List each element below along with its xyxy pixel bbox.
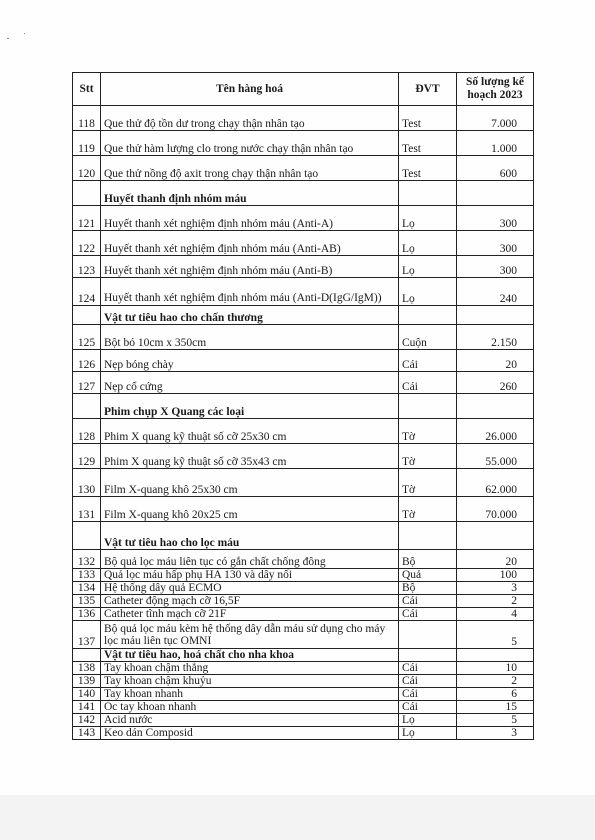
row-item-name: Keo dán Composid (101, 727, 399, 740)
row-item-name: Film X-quang khô 20x25 cm (101, 497, 399, 522)
row-item-name: Catheter động mạch cỡ 16,5F (101, 595, 399, 608)
row-item-name: Phim X quang kỹ thuật số cỡ 25x30 cm (101, 419, 399, 444)
row-unit: Cái (399, 701, 457, 714)
row-item-name: Bộ quả lọc máu liên tục có gắn chất chống đông (101, 550, 399, 569)
scan-bottom-margin (0, 795, 595, 840)
table-row (73, 106, 534, 131)
row-unit: Cái (399, 372, 457, 394)
row-stt: 122 (73, 231, 101, 256)
section-qty-cell (457, 522, 534, 550)
table-body (73, 106, 534, 740)
row-planned-quantity: 2 (457, 675, 534, 688)
row-unit: Cái (399, 688, 457, 701)
row-planned-quantity: 600 (457, 156, 534, 181)
section-unit-cell (399, 394, 457, 419)
row-item-name: Quả lọc máu hấp phụ HA 130 và dây nối (101, 569, 399, 582)
row-stt: 124 (73, 278, 101, 306)
table-row (73, 444, 534, 469)
table-row (73, 497, 534, 522)
section-header-row (73, 181, 534, 206)
row-planned-quantity: 7.000 (457, 106, 534, 131)
row-stt: 118 (73, 106, 101, 131)
table-row (73, 621, 534, 649)
row-stt: 138 (73, 662, 101, 675)
section-stt-cell (73, 394, 101, 419)
section-title: Vật tư tiêu hao cho lọc máu (101, 522, 399, 550)
row-planned-quantity: 260 (457, 372, 534, 394)
row-item-name: Huyết thanh xét nghiệm định nhóm máu (Anti-D(IgG/IgM)) (101, 278, 399, 306)
row-planned-quantity: 1.000 (457, 131, 534, 156)
row-stt: 131 (73, 497, 101, 522)
section-stt-cell (73, 181, 101, 206)
row-stt: 127 (73, 372, 101, 394)
table-row (73, 582, 534, 595)
row-unit: Bộ (399, 582, 457, 595)
row-item-name: Que thử hàm lượng clo trong nước chạy thận nhân tạo (101, 131, 399, 156)
row-stt: 135 (73, 595, 101, 608)
section-title: Phim chụp X Quang các loại (101, 394, 399, 419)
section-stt-cell (73, 649, 101, 662)
row-unit: Cái (399, 675, 457, 688)
row-unit: Tờ (399, 444, 457, 469)
row-stt: 140 (73, 688, 101, 701)
row-stt: 121 (73, 206, 101, 231)
table-row (73, 131, 534, 156)
row-stt: 141 (73, 701, 101, 714)
section-header-row (73, 522, 534, 550)
table-row (73, 256, 534, 278)
header-planned-quantity: Số lượng kế hoạch 2023 (457, 73, 534, 106)
row-stt: 120 (73, 156, 101, 181)
table-row (73, 206, 534, 231)
row-planned-quantity: 3 (457, 727, 534, 740)
table-row (73, 595, 534, 608)
section-title: Vật tư tiêu hao cho chấn thương (101, 306, 399, 325)
row-stt: 125 (73, 325, 101, 350)
row-planned-quantity: 100 (457, 569, 534, 582)
table-row (73, 662, 534, 675)
row-planned-quantity: 20 (457, 350, 534, 372)
row-planned-quantity: 15 (457, 701, 534, 714)
row-unit: Cái (399, 608, 457, 621)
row-item-name: Que thử độ tồn dư trong chạy thận nhân tạo (101, 106, 399, 131)
header-stt: Stt (73, 73, 101, 106)
section-title: Huyết thanh định nhóm máu (101, 181, 399, 206)
row-stt: 134 (73, 582, 101, 595)
table-row (73, 350, 534, 372)
row-stt: 136 (73, 608, 101, 621)
row-stt: 142 (73, 714, 101, 727)
row-stt: 129 (73, 444, 101, 469)
row-item-name: Acid nước (101, 714, 399, 727)
row-planned-quantity: 3 (457, 582, 534, 595)
row-planned-quantity: 2.150 (457, 325, 534, 350)
table-row (73, 727, 534, 740)
row-stt: 128 (73, 419, 101, 444)
supply-plan-table (72, 72, 534, 740)
row-item-name: Bộ quả lọc máu kèm hệ thống dây dẫn máu sử dụng cho máy lọc máu liên tục OMNI (101, 621, 399, 649)
row-item-name: Bột bó 10cm x 350cm (101, 325, 399, 350)
row-planned-quantity: 26.000 (457, 419, 534, 444)
row-unit (399, 621, 457, 649)
row-unit: Lọ (399, 206, 457, 231)
table-row (73, 231, 534, 256)
row-stt: 123 (73, 256, 101, 278)
section-qty-cell (457, 181, 534, 206)
row-stt: 119 (73, 131, 101, 156)
row-unit: Lọ (399, 714, 457, 727)
section-stt-cell (73, 522, 101, 550)
row-stt: 130 (73, 469, 101, 497)
row-stt: 132 (73, 550, 101, 569)
row-unit: Test (399, 106, 457, 131)
row-unit: Bộ (399, 550, 457, 569)
row-unit: Test (399, 131, 457, 156)
table-row (73, 325, 534, 350)
row-unit: Test (399, 156, 457, 181)
row-planned-quantity: 5 (457, 621, 534, 649)
row-stt: 126 (73, 350, 101, 372)
row-unit: Tờ (399, 469, 457, 497)
table-row (73, 608, 534, 621)
table-row (73, 714, 534, 727)
row-unit: Lọ (399, 727, 457, 740)
row-planned-quantity: 300 (457, 256, 534, 278)
row-planned-quantity: 20 (457, 550, 534, 569)
table-row (73, 550, 534, 569)
row-item-name: Nẹp cổ cứng (101, 372, 399, 394)
table-row (73, 701, 534, 714)
row-unit: Quả (399, 569, 457, 582)
row-item-name: Film X-quang khô 25x30 cm (101, 469, 399, 497)
row-unit: Cái (399, 350, 457, 372)
row-item-name: Óc tay khoan nhanh (101, 701, 399, 714)
row-item-name: Hệ thống dây quả ECMO (101, 582, 399, 595)
row-planned-quantity: 4 (457, 608, 534, 621)
row-planned-quantity: 70.000 (457, 497, 534, 522)
section-stt-cell (73, 306, 101, 325)
row-unit: Lọ (399, 231, 457, 256)
section-qty-cell (457, 649, 534, 662)
section-header-row (73, 306, 534, 325)
table-row (73, 156, 534, 181)
row-stt: 143 (73, 727, 101, 740)
row-planned-quantity: 300 (457, 206, 534, 231)
row-item-name: Huyết thanh xét nghiệm định nhóm máu (Anti-B) (101, 256, 399, 278)
row-item-name: Que thử nồng độ axit trong chạy thận nhân tạo (101, 156, 399, 181)
section-qty-cell (457, 394, 534, 419)
section-unit-cell (399, 306, 457, 325)
scan-speck (24, 33, 25, 34)
row-planned-quantity: 10 (457, 662, 534, 675)
scan-speck (7, 38, 9, 39)
row-item-name: Catheter tĩnh mạch cỡ 21F (101, 608, 399, 621)
row-planned-quantity: 240 (457, 278, 534, 306)
section-title: Vật tư tiêu hao, hoá chất cho nha khoa (101, 649, 399, 662)
row-item-name: Huyết thanh xét nghiệm định nhóm máu (Anti-AB) (101, 231, 399, 256)
row-item-name: Phim X quang kỹ thuật số cỡ 35x43 cm (101, 444, 399, 469)
row-planned-quantity: 55.000 (457, 444, 534, 469)
row-item-name: Huyết thanh xét nghiệm định nhóm máu (Anti-A) (101, 206, 399, 231)
header-unit: ĐVT (399, 73, 457, 106)
header-item-name: Tên hàng hoá (101, 73, 399, 106)
row-planned-quantity: 62.000 (457, 469, 534, 497)
row-planned-quantity: 6 (457, 688, 534, 701)
row-unit: Lọ (399, 256, 457, 278)
table-row (73, 688, 534, 701)
row-item-name: Tay khoan chậm khuỷu (101, 675, 399, 688)
table-row (73, 675, 534, 688)
row-item-name: Tay khoan chậm thẳng (101, 662, 399, 675)
row-unit: Lọ (399, 278, 457, 306)
row-stt: 139 (73, 675, 101, 688)
section-qty-cell (457, 306, 534, 325)
table-row (73, 278, 534, 306)
row-unit: Tờ (399, 419, 457, 444)
row-planned-quantity: 5 (457, 714, 534, 727)
section-header-row (73, 649, 534, 662)
row-unit: Tờ (399, 497, 457, 522)
row-item-name: Nẹp bóng chày (101, 350, 399, 372)
row-stt: 137 (73, 621, 101, 649)
section-unit-cell (399, 649, 457, 662)
row-planned-quantity: 2 (457, 595, 534, 608)
row-unit: Cái (399, 595, 457, 608)
row-unit: Cái (399, 662, 457, 675)
row-planned-quantity: 300 (457, 231, 534, 256)
section-unit-cell (399, 522, 457, 550)
table-row (73, 469, 534, 497)
table-row (73, 419, 534, 444)
table-row (73, 569, 534, 582)
table-header-row (73, 73, 534, 106)
row-item-name: Tay khoan nhanh (101, 688, 399, 701)
section-header-row (73, 394, 534, 419)
table-row (73, 372, 534, 394)
row-stt: 133 (73, 569, 101, 582)
row-unit: Cuộn (399, 325, 457, 350)
section-unit-cell (399, 181, 457, 206)
